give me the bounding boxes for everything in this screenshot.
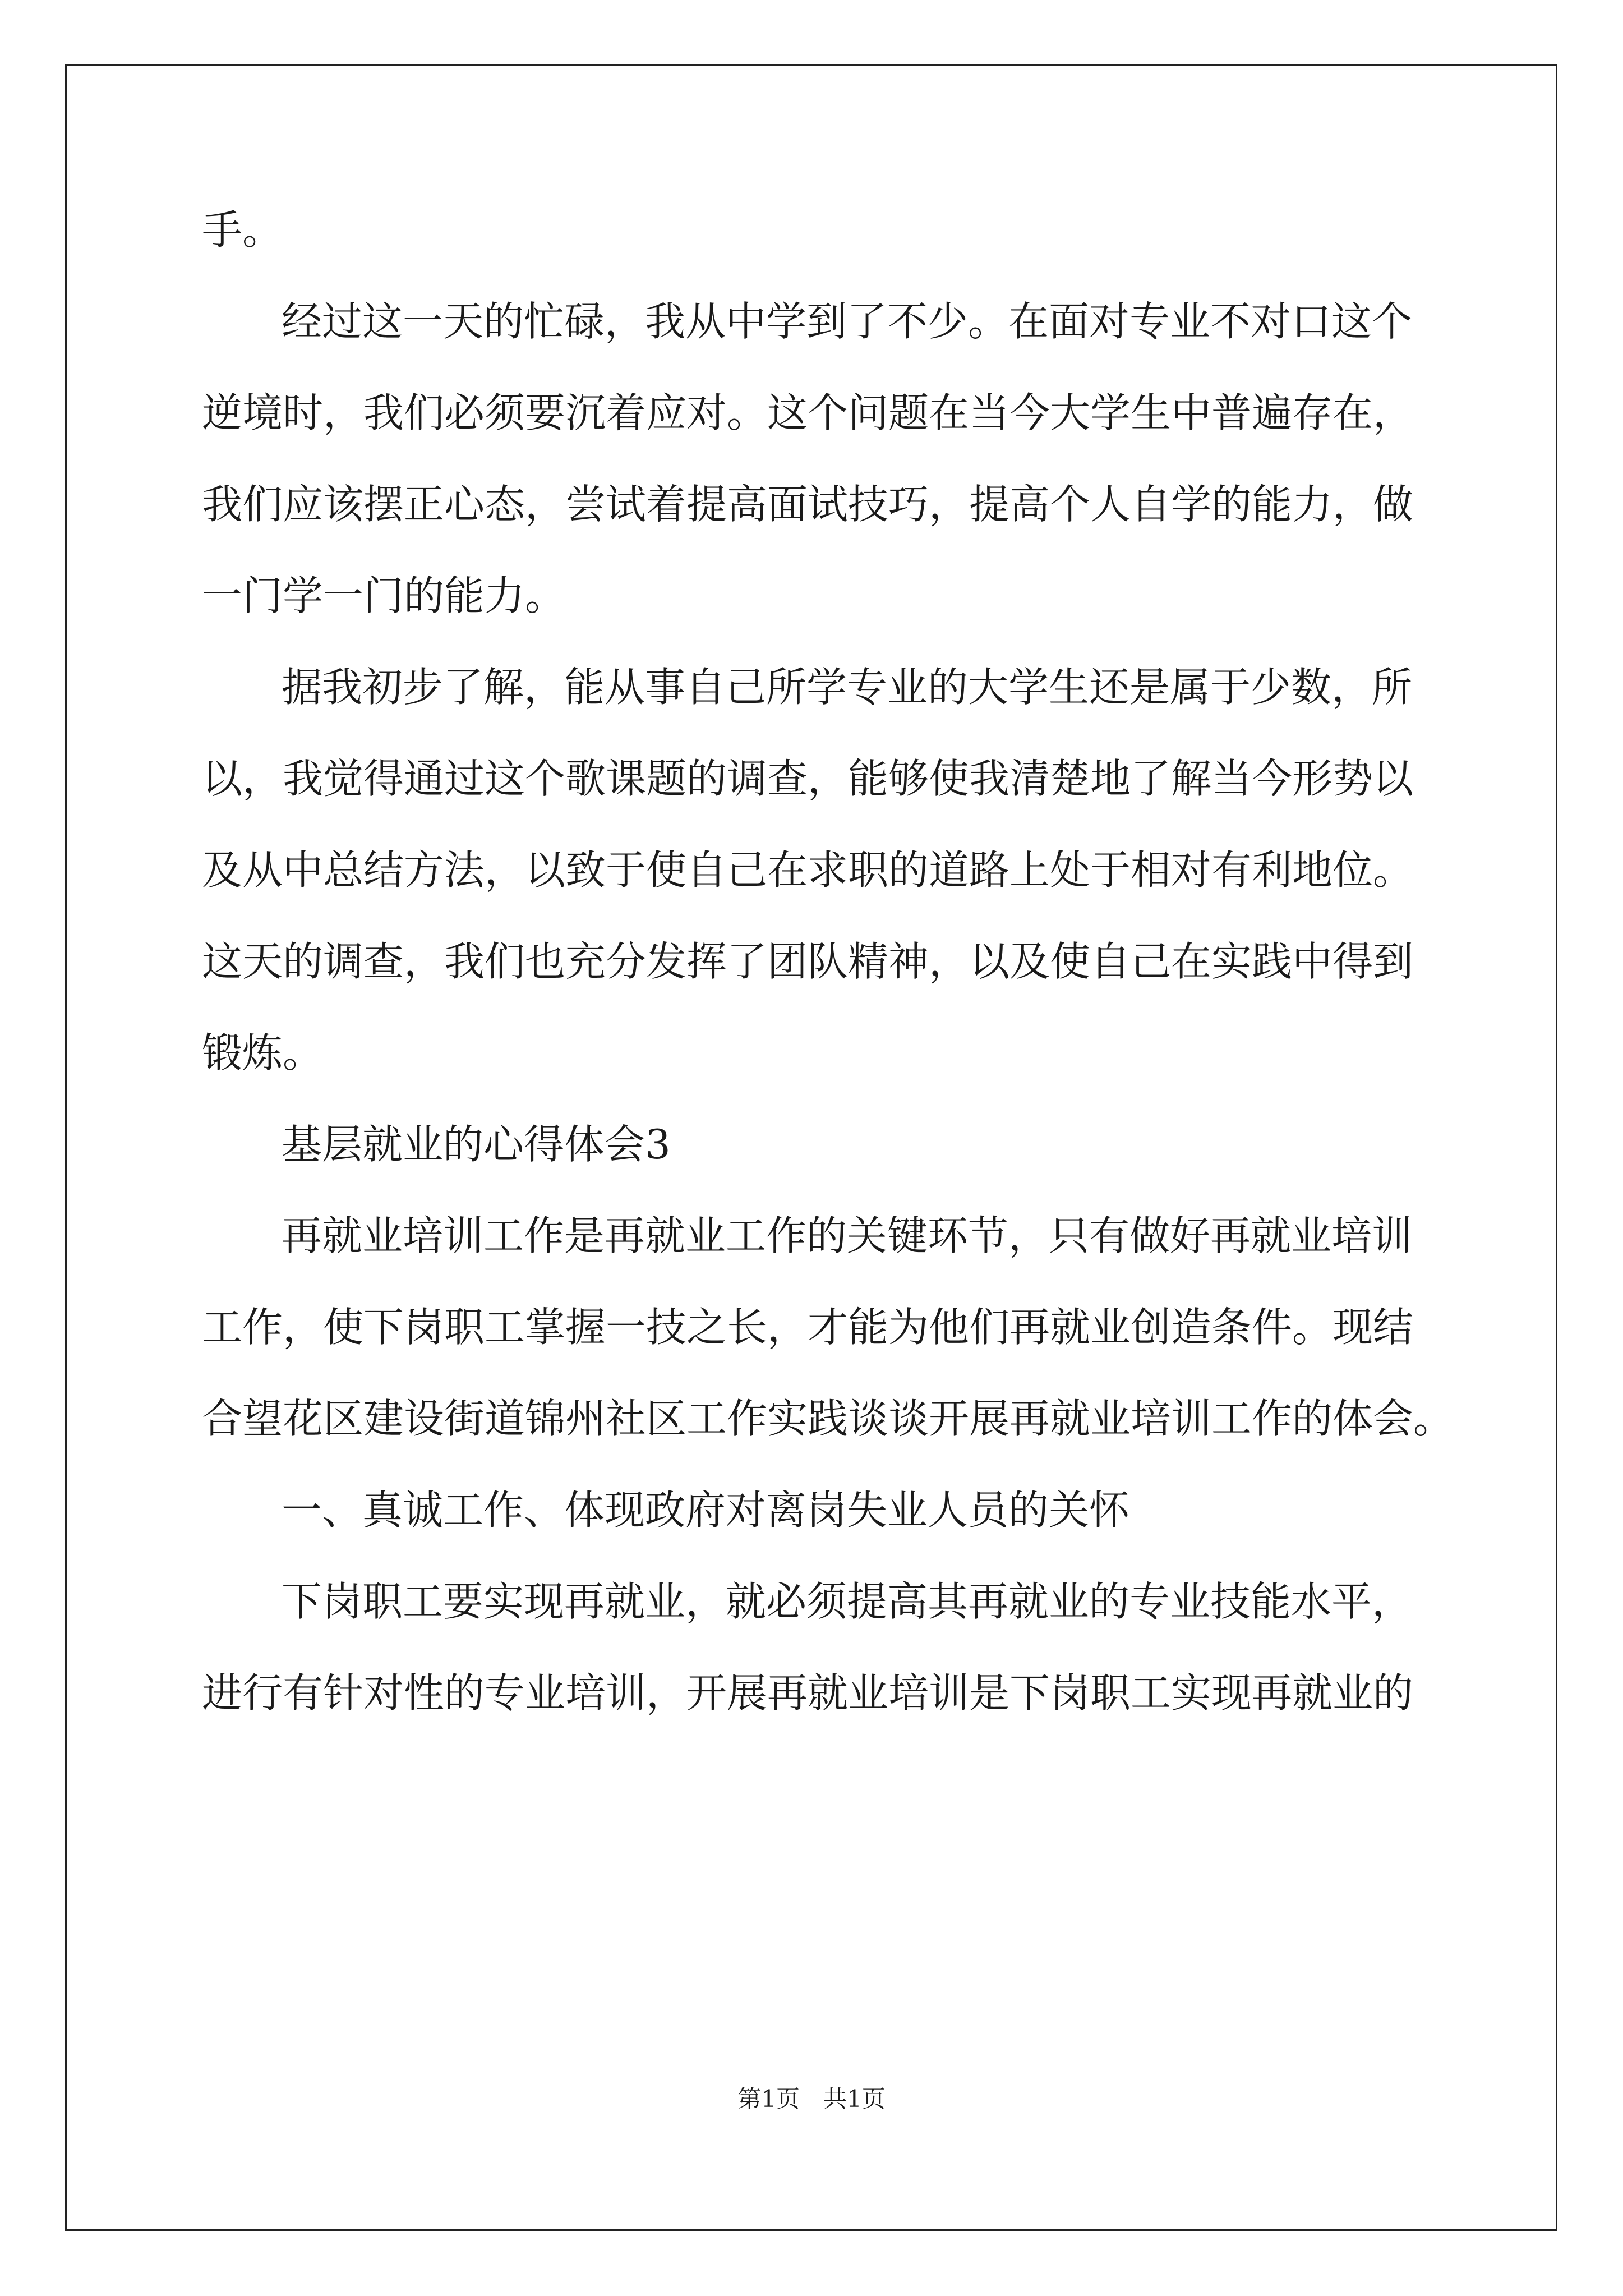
text-line: 再就业培训工作是再就业工作的关键环节，只有做好再就业培训 (282, 1212, 1413, 1259)
page-number-footer: 第1页 共1页 (737, 2085, 886, 2113)
text-line: 我们应该摆正心态，尝试着提高面试技巧，提高个人自学的能力，做 (202, 481, 1414, 528)
text-line: 合望花区建设街道锦州社区工作实践谈谈开展再就业培训工作的体会。 (202, 1395, 1454, 1442)
text-line: 进行有针对性的专业培训，开展再就业培训是下岗职工实现再就业的 (202, 1669, 1414, 1717)
text-line: 一门学一门的能力。 (202, 572, 566, 619)
text-line: 据我初步了解，能从事自己所学专业的大学生还是属于少数，所 (282, 664, 1413, 711)
text-line: 逆境时，我们必须要沉着应对。这个问题在当今大学生中普遍存在， (202, 389, 1414, 436)
text-line: 手。 (202, 206, 283, 254)
section-heading: 基层就业的心得体会3 (282, 1121, 671, 1168)
text-line: 这天的调查，我们也充分发挥了团队精神，以及使自己在实践中得到 (202, 938, 1414, 985)
text-line: 工作，使下岗职工掌握一技之长，才能为他们再就业创造条件。现结 (202, 1304, 1414, 1351)
subsection-heading: 一、真诚工作、体现政府对离岗失业人员的关怀 (282, 1487, 1130, 1534)
text-line: 锻炼。 (202, 1029, 324, 1076)
text-line: 下岗职工要实现再就业，就必须提高其再就业的专业技能水平， (282, 1578, 1413, 1625)
text-line: 以，我觉得通过这个歌课题的调查，能够使我清楚地了解当今形势以 (202, 755, 1414, 802)
text-line: 及从中总结方法，以致于使自己在求职的道路上处于相对有利地位。 (202, 846, 1414, 894)
text-line: 经过这一天的忙碌，我从中学到了不少。在面对专业不对口这个 (282, 298, 1413, 345)
